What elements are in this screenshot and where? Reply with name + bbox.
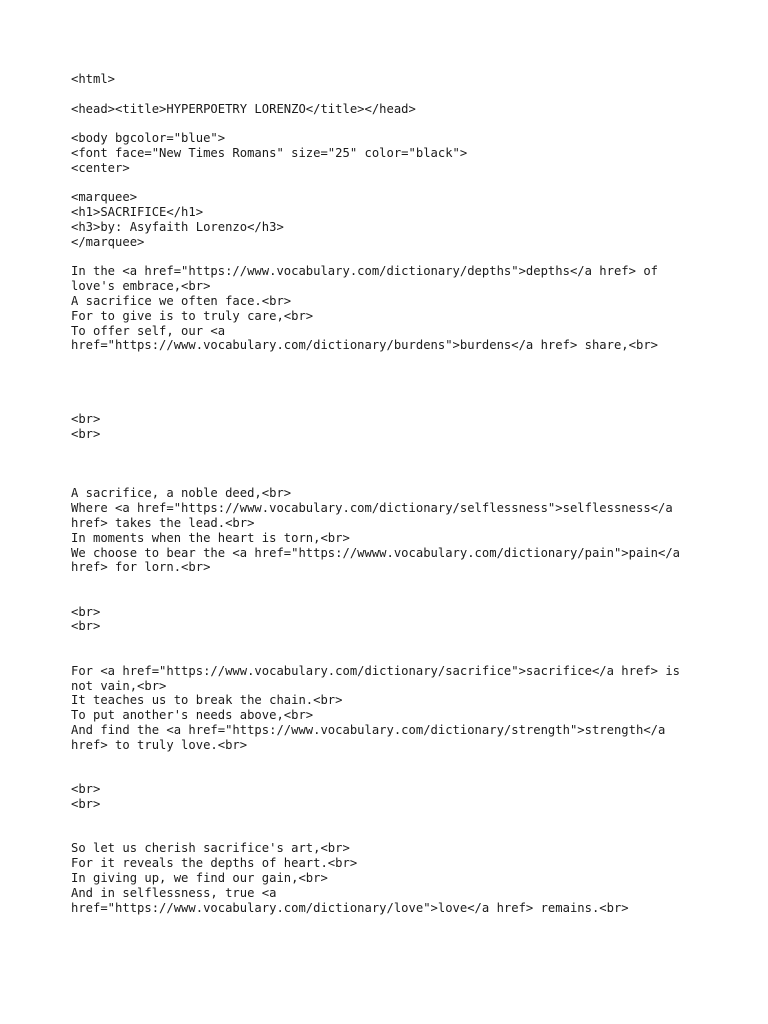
code-line: href> takes the lead.<br> (71, 515, 255, 530)
code-line: To put another's needs above,<br> (71, 708, 314, 723)
code-line: For to give is to truly care,<br> (71, 308, 314, 323)
code-line: It teaches us to break the chain.<br> (71, 693, 343, 708)
code-line: <font face="New Times Romans" size="25" color="black"> (71, 145, 468, 160)
code-line: <marquee> (71, 190, 138, 205)
code-line: <br> (71, 427, 101, 442)
code-line: In giving up, we find our gain,<br> (71, 871, 328, 886)
code-line: <br> (71, 782, 101, 797)
code-line: href> for lorn.<br> (71, 560, 211, 575)
code-line: And in selflessness, true <a (71, 885, 277, 900)
code-line: To offer self, our <a (71, 323, 226, 338)
code-line: For <a href="https://www.vocabulary.com/dictionary/sacrifice">sacrifice</a href> is (71, 663, 681, 678)
code-line: We choose to bear the <a href="https://wwww.vocabulary.com/dictionary/pain">pain</a (71, 545, 681, 560)
code-line: href> to truly love.<br> (71, 737, 248, 752)
code-line: <center> (71, 160, 130, 175)
code-line: <br> (71, 797, 101, 812)
code-line: Where <a href="https://www.vocabulary.com/dictionary/selflessness">selflessness</a (71, 501, 673, 516)
code-line: <body bgcolor="blue"> (71, 131, 226, 146)
code-line: In moments when the heart is torn,<br> (71, 530, 350, 545)
code-line: <head><title>HYPERPOETRY LORENZO</title></head> (71, 101, 416, 116)
code-line: href="https://www.vocabulary.com/dictionary/love">love</a href> remains.<br> (71, 900, 629, 915)
code-line: not vain,<br> (71, 678, 167, 693)
code-line: <br> (71, 412, 101, 427)
code-line: And find the <a href="https://www.vocabulary.com/dictionary/strength">strength</a (71, 723, 666, 738)
code-line: </marquee> (71, 234, 145, 249)
code-line: So let us cherish sacrifice's art,<br> (71, 841, 350, 856)
code-line: A sacrifice we often face.<br> (71, 293, 292, 308)
code-line: <br> (71, 619, 101, 634)
code-line: <h1>SACRIFICE</h1> (71, 205, 204, 220)
code-line: For it reveals the depths of heart.<br> (71, 856, 358, 871)
code-line: <html> (71, 72, 116, 86)
code-line: href="https://www.vocabulary.com/dictionary/burdens">burdens</a href> share,<br> (71, 338, 658, 353)
code-line: In the <a href="https://www.vocabulary.com/dictionary/depths">depths</a href> of (71, 264, 658, 279)
code-line: <h3>by: Asyfaith Lorenzo</h3> (71, 219, 284, 234)
code-line: love's embrace,<br> (71, 279, 211, 294)
code-line: A sacrifice, a noble deed,<br> (71, 486, 292, 501)
code-line: <br> (71, 604, 101, 619)
document-body (71, 72, 711, 915)
